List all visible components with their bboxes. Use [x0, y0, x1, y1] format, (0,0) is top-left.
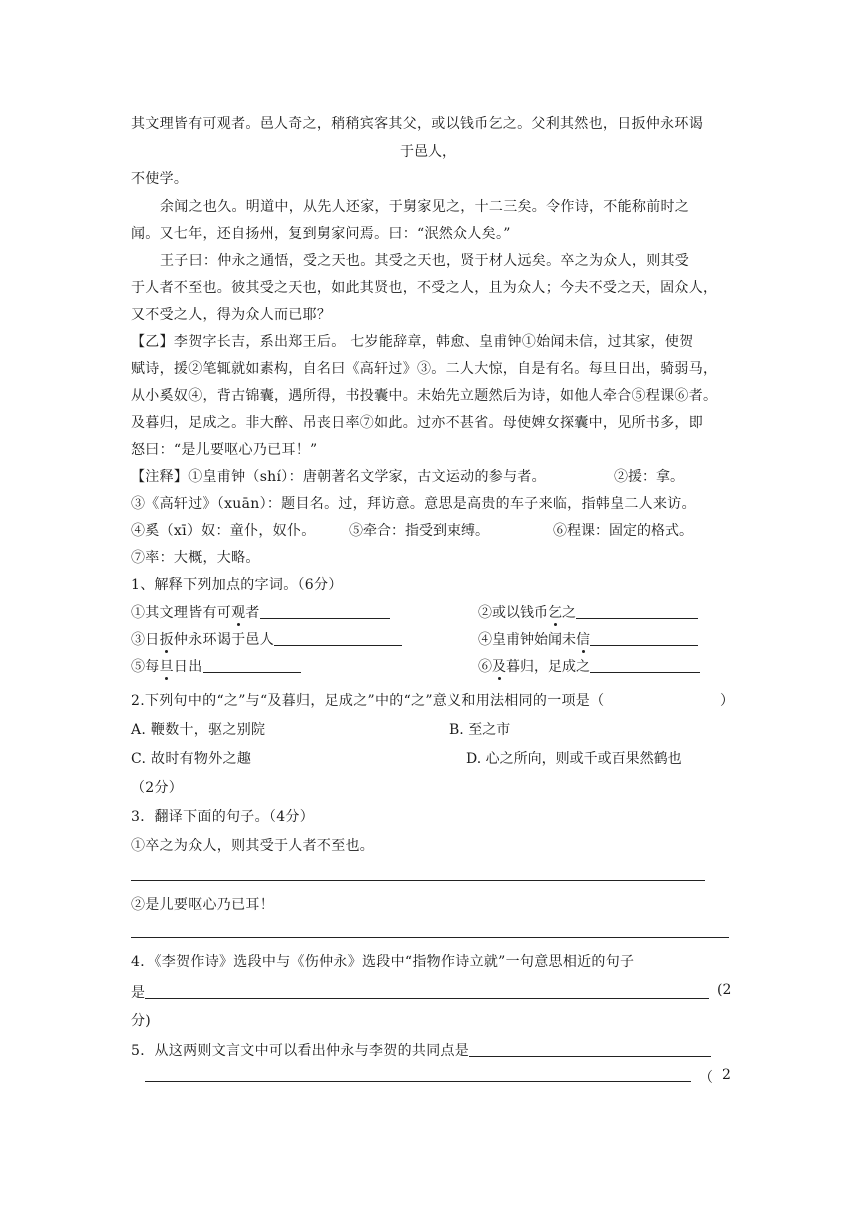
q3-sentence-1: ①卒之为众人，则其受于人者不至也。 [131, 838, 375, 854]
q1-item-4: ④皇甫钟始闻未信 [478, 629, 698, 649]
dotted-char: 旦 [159, 659, 174, 675]
q2-option-a: A. 鞭数十，驱之别院 [131, 722, 266, 738]
answer-line[interactable] [131, 880, 705, 881]
q1-item-1: ①其文理皆有可观者 [131, 602, 390, 622]
passage-yi-line: 怒曰：“是儿要呕心乃已耳！” [131, 442, 318, 458]
question-5-stem: 5．从这两则文言文中可以看出仲永与李贺的共同点是 [131, 1040, 711, 1060]
answer-blank[interactable] [590, 631, 698, 646]
answer-line[interactable] [131, 937, 729, 938]
q1-item-5: ⑤每旦日出 [131, 656, 301, 676]
dotted-char: 乞 [548, 605, 562, 621]
answer-blank[interactable] [260, 604, 390, 619]
answer-blank[interactable] [590, 658, 700, 673]
note-line: ⑦率：大概，大略。 [131, 550, 260, 566]
q4-score-open: (2 [717, 982, 732, 998]
passage-yi-line: 赋诗，援②笔辄就如素构，自名曰《高轩过》③。二人大惊，自是有名。每旦日出，骑弱马， [131, 361, 718, 377]
note-line: ⑥程课：固定的格式。 [553, 523, 693, 539]
q4-answer-line: 是 [131, 982, 709, 1002]
passage-line: 又不受之人，得为众人而已耶？ [131, 307, 332, 323]
note-line: ②援：拿。 [614, 469, 684, 485]
passage-line: 于邑人， [400, 144, 456, 160]
note-line: ④奚（xī）奴：童仆，奴仆。 [131, 523, 316, 539]
q3-sentence-2: ②是儿要呕心乃已耳！ [131, 897, 274, 913]
dotted-char: 扳 [159, 632, 174, 648]
passage-line: 不使学。 [131, 171, 189, 187]
q1-item-2: ②或以钱币乞之 [478, 602, 698, 622]
note-line: ⑤牵合：指受到束缚。 [349, 523, 489, 539]
passage-line: 其文理皆有可观者。邑人奇之，稍稍宾客其父，或以钱币乞之。父利其然也，日扳仲永环谒 [131, 116, 703, 132]
passage-line: 王子曰：仲永之通悟，受之天也。其受之天也，贤于材人远矣。卒之为众人，则其受 [160, 253, 690, 269]
passage-yi-line: 【乙】李贺字长吉，系出郑王后。 七岁能辞章，韩愈、皇甫钟①始闻未信，过其家，使贺 [131, 334, 694, 350]
answer-line[interactable] [145, 1081, 691, 1082]
passage-line: 闻。又七年，还自扬州，复到舅家问焉。曰：“泯然众人矣。” [131, 226, 511, 242]
answer-blank[interactable] [203, 658, 301, 673]
question-2-stem: 2.下列句中的“之”与“及暮归，足成之”中的“之”意义和用法相同的一项是（ [131, 693, 605, 709]
q2-option-c: C. 故时有物外之趣 [131, 751, 252, 767]
question-4-stem: 4．《李贺作诗》选段中与《伤仲永》选段中“指物作诗立就”一句意思相近的句子 [131, 954, 635, 970]
answer-blank[interactable] [469, 1042, 711, 1057]
answer-blank[interactable] [145, 984, 709, 999]
q2-score: （2分） [131, 780, 184, 796]
passage-line: 余闻之也久。明道中，从先人还家，于舅家见之，十二三矣。令作诗，不能称前时之 [160, 199, 690, 215]
question-3-stem: 3．翻译下面的句子。（4分） [131, 809, 315, 825]
passage-line: 于人者不至也。彼其受之天也，如此其贤也，不受之人，且为众人；今夫不受之天，固众人， [131, 280, 718, 296]
q1-item-6: ⑥及暮归，足成之 [478, 656, 700, 676]
q5-score-open: （ [699, 1070, 713, 1086]
question-1-stem: 1、解释下列加点的字词。（6分） [131, 577, 343, 593]
q2-option-b: B. 至之市 [449, 722, 511, 738]
q2-option-d: D. 心之所向，则或千或百果然鹤也 [466, 751, 682, 767]
q5-score-value: 2 [722, 1067, 731, 1083]
note-line: ③《高轩过》（xuān）：题目名。过，拜访意。意思是高贵的车子来临，指韩皇二人来访。 [131, 496, 696, 512]
note-line: 【注释】①皇甫钟（shí）：唐朝著名文学家，古文运动的参与者。 [131, 469, 546, 485]
q4-score-close: 分) [131, 1013, 152, 1029]
passage-yi-line: 及暮归，足成之。非大醉、吊丧日率⑦如此。过亦不甚省。母使婢女探囊中，见所书多，即 [131, 415, 703, 431]
dotted-char: 信 [576, 632, 590, 648]
answer-blank[interactable] [576, 604, 698, 619]
dotted-char: 观 [231, 605, 246, 621]
passage-yi-line: 从小奚奴④，背古锦囊，遇所得，书投囊中。未始先立题然后为诗，如他人牵合⑤程课⑥者。 [131, 388, 718, 404]
question-2-close-paren: ） [720, 693, 734, 709]
q1-item-3: ③日扳仲永环谒于邑人 [131, 629, 402, 649]
answer-blank[interactable] [274, 631, 402, 646]
dotted-char: 及 [492, 659, 506, 675]
